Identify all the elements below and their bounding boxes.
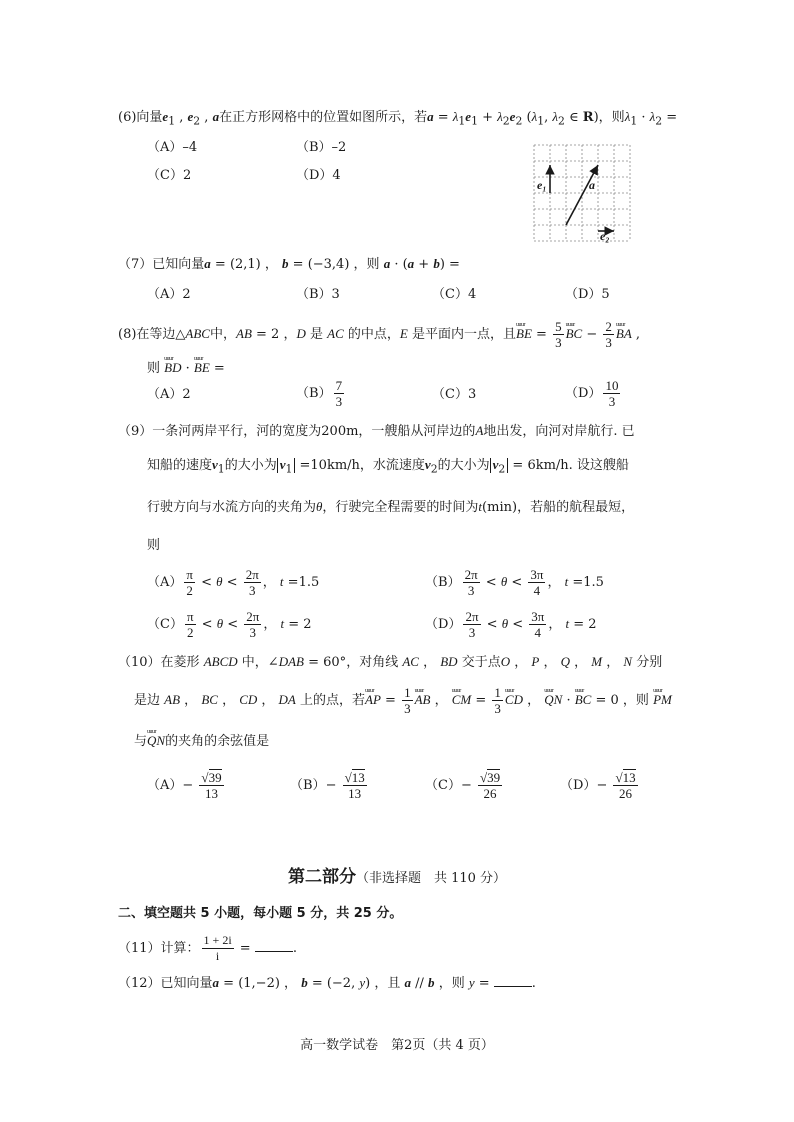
q11-answer-blank[interactable] — [255, 939, 293, 952]
q10-option-b: （B）− $\frac{√13}{13}$ — [290, 770, 365, 801]
q10-line-2: 是边 AB ， BC ， CD ， DA 上的点，若uuur AP = $\frac{1}{3}$ uuur AB ， uuur CM = $\frac{1}{3}$ uuur CD ， uuur QN · uuur BC = 0 ，则 uuur PM — [134, 684, 672, 716]
q8-stem-2: 则 uuur BD · uuur BE = — [147, 352, 225, 379]
q6-option-d: （D）4 — [296, 168, 341, 183]
page-footer: 高一数学试卷 第2页（共 4 页） — [300, 1038, 494, 1053]
q12-answer-blank[interactable] — [494, 974, 532, 987]
grid-lines — [534, 145, 630, 241]
label-a: a — [589, 178, 595, 192]
q9-line-3: 行驶方向与水流方向的夹角为θ，行驶完全程需要的时间为t(min)，若船的航程最短， — [147, 499, 635, 515]
q9-option-c: （C） $\frac{\pi}{2}$ < θ < $\frac{2\pi}{3}$ ， t = 2 — [147, 609, 312, 640]
q8-stem: (8)在等边△ABC中，AB = 2 ，D 是 AC 的中点，E 是平面内一点，且uuur BE = $\frac{5}{3}$ uuur BC − $\frac{2}{3}$ uuur BA , — [118, 318, 640, 350]
q6-option-b: （B）–2 — [296, 140, 347, 155]
q11-stem: （11）计算： $\frac{1 + 2i}{i}$ = . — [118, 933, 297, 963]
q8-option-a: （A）2 — [147, 387, 191, 402]
q7-option-b: （B）3 — [296, 287, 340, 302]
label-e1: e₁ — [537, 178, 547, 192]
q7-option-c: （C）4 — [432, 287, 477, 302]
q12-stem: （12）已知向量a = (1,−2) ， b = (−2, y) ，且 a // b ，则 y = . — [118, 975, 536, 991]
q9-line-4: 则 — [147, 538, 161, 553]
q10-line-1: （10）在菱形 ABCD 中，∠DAB = 60°，对角线 AC ， BD 交于点O ， P ， Q ， M ， N 分别 — [118, 654, 663, 670]
fill-in-section-heading: 二、填空题共 5 小题，每小题 5 分，共 25 分。 — [118, 906, 403, 921]
q7-option-d: （D）5 — [565, 287, 610, 302]
q9-option-a: （A） $\frac{\pi}{2}$ < θ < $\frac{2\pi}{3}$ ， t =1.5 — [147, 567, 320, 598]
q9-option-b: （B） $\frac{2\pi}{3}$ < θ < $\frac{3\pi}{4}$ ， t =1.5 — [425, 567, 604, 598]
q10-line-3: 与uuur QN的夹角的余弦值是 — [134, 725, 269, 752]
q8-option-d: （D） $\frac{10}{3}$ — [565, 378, 619, 409]
q6-grid-figure — [532, 143, 632, 243]
q10-option-c: （C）− $\frac{√39}{26}$ — [425, 770, 501, 801]
q7-option-a: （A）2 — [147, 287, 191, 302]
q8-option-b: （B） $\frac{7}{3}$ — [296, 378, 343, 409]
q9-option-d: （D） $\frac{2\pi}{3}$ < θ < $\frac{3\pi}{4}$ ， t = 2 — [425, 609, 597, 640]
q6-option-c: （C）2 — [147, 168, 192, 183]
q6-option-a: （A）–4 — [147, 140, 198, 155]
q10-option-d: （D）− $\frac{√13}{26}$ — [560, 770, 636, 801]
q9-line-2: 知船的速度$v_1$的大小为 $v_1 =10km/h$，水流速度$v_2$的大小为 $v_2 = 6km/h$. 设这艘船 — [147, 457, 629, 476]
q10-option-a: （A）− $\frac{√39}{13}$ — [147, 770, 222, 801]
label-e2: e₂ — [600, 229, 610, 243]
q7-stem: （7）已知向量a = (2,1) ， b = (−3,4) ，则 a · (a + b) = — [118, 256, 460, 272]
part2-heading: 第二部分（非选择题 共 110 分） — [287, 867, 507, 887]
q8-option-c: （C）3 — [432, 387, 477, 402]
q6-stem: (6)向量$e_1$ , $e_2$ , a在正方形网格中的位置如图所示，若$a = \lambda_1e_1 + \lambda_2e_2$ ($\lambda_1$, $\lambda_2$ ∈ R)，则$\lambda_1 \cdot \lambda_2$ = — [118, 109, 678, 128]
q9-line-1: （9）一条河两岸平行，河的宽度为200m，一艘船从河岸边的A地出发，向河对岸航行. 已 — [118, 423, 635, 439]
